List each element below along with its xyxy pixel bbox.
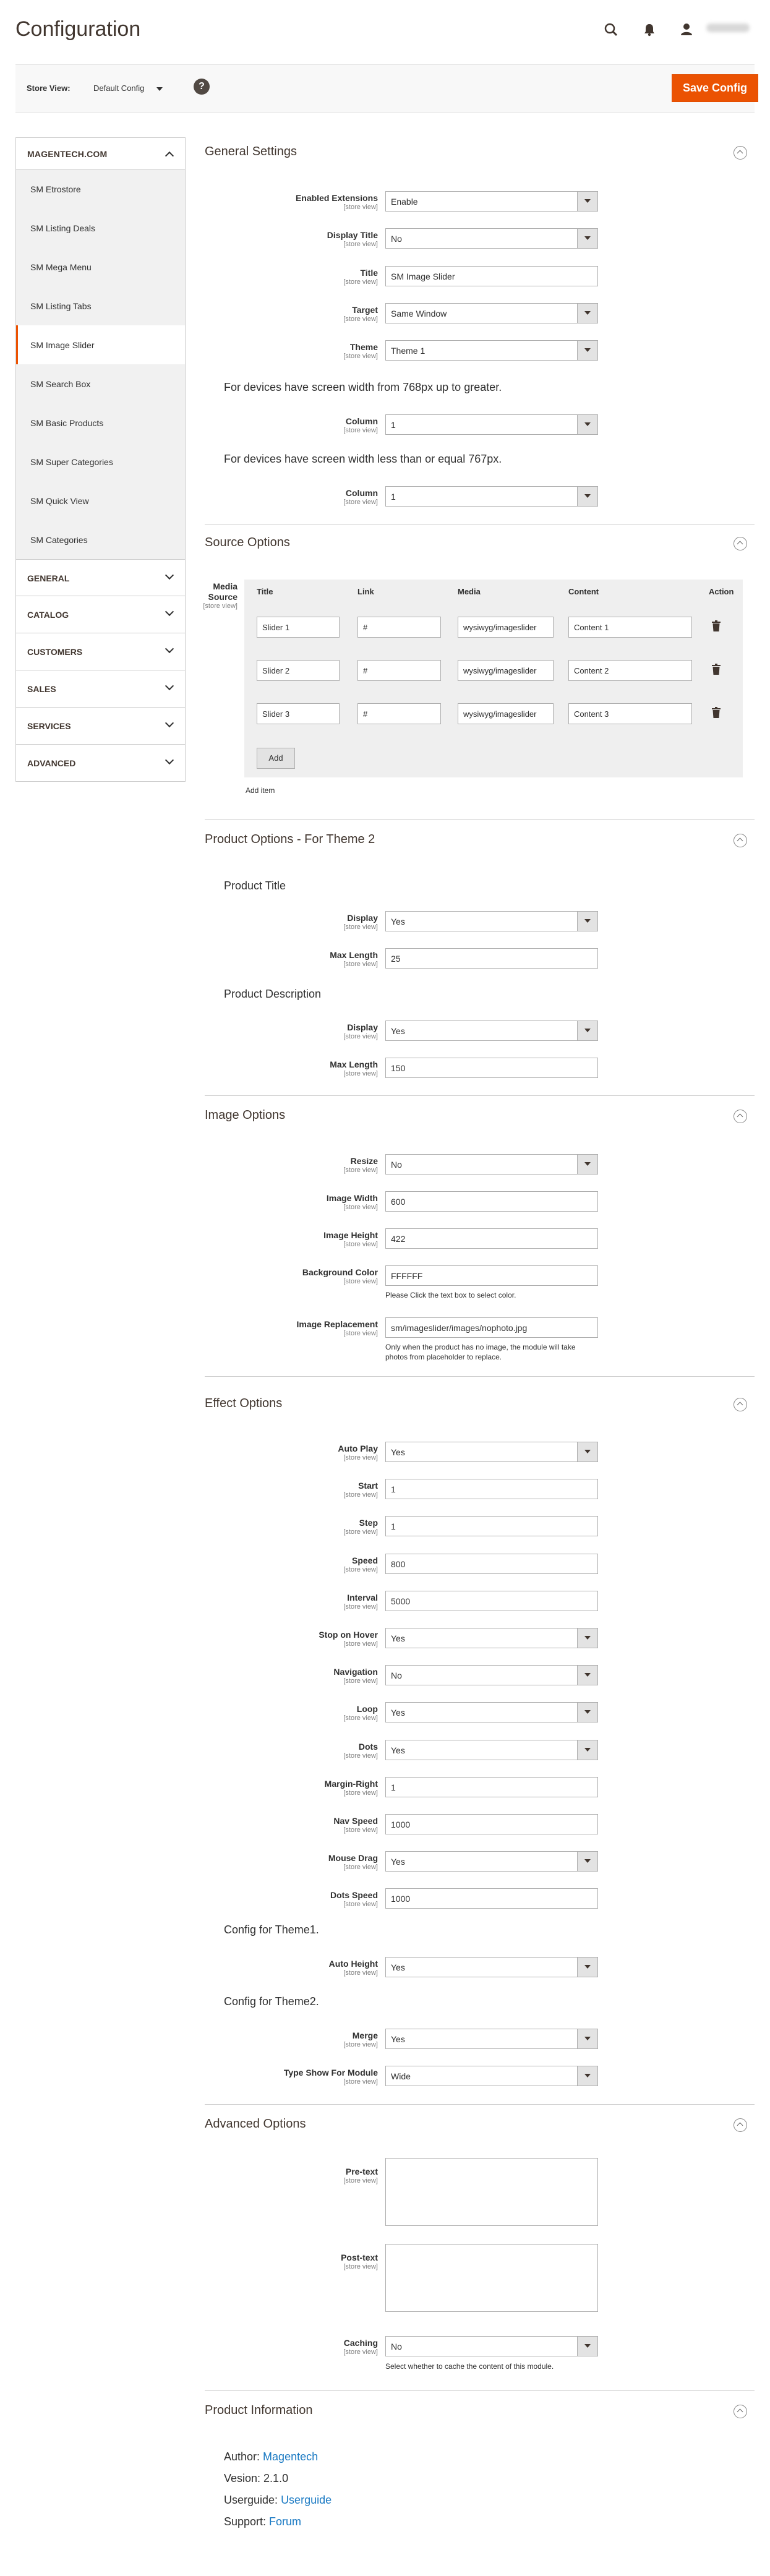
collapse-toggle-icon[interactable] bbox=[734, 1398, 747, 1411]
section-title: Effect Options bbox=[205, 1397, 283, 1410]
sidebar-items bbox=[15, 169, 186, 559]
sidebar-item-label: SM Mega Menu bbox=[30, 262, 92, 272]
sidebar-section-catalog[interactable] bbox=[15, 596, 186, 633]
slide-link-input[interactable]: # bbox=[357, 617, 441, 638]
sidebar-section-label: ADVANCED bbox=[27, 758, 76, 768]
slide-link-input[interactable]: # bbox=[357, 660, 441, 681]
navigation-select[interactable]: No bbox=[385, 1665, 598, 1685]
media-source-table bbox=[244, 580, 743, 777]
interval-input[interactable]: 5000 bbox=[385, 1591, 598, 1611]
theme-select[interactable]: Theme 1 bbox=[385, 340, 598, 361]
field-label-title: Title [store view] bbox=[343, 268, 378, 286]
field-label-pt-max: Max Length [store view] bbox=[330, 950, 378, 968]
slide-content-input[interactable]: Content 2 bbox=[568, 660, 692, 681]
caret-down-icon[interactable] bbox=[156, 87, 163, 91]
sidebar-item-label: SM Categories bbox=[30, 535, 88, 545]
slide-title-input[interactable]: Slider 1 bbox=[257, 617, 340, 638]
step-input[interactable]: 1 bbox=[385, 1516, 598, 1536]
sidebar-section-sales[interactable] bbox=[15, 670, 186, 708]
sidebar-section-services[interactable] bbox=[15, 708, 186, 745]
field-label-start: Start [store view] bbox=[343, 1481, 378, 1499]
table-row bbox=[244, 609, 743, 645]
collapse-toggle-icon[interactable] bbox=[734, 834, 747, 847]
userguide-line: Userguide: Userguide bbox=[224, 2494, 332, 2506]
sidebar-item-label: SM Etrostore bbox=[30, 184, 81, 194]
target-select[interactable]: Same Window bbox=[385, 303, 598, 323]
product-desc-maxlength-input[interactable]: 150 bbox=[385, 1058, 598, 1078]
dots-select[interactable]: Yes bbox=[385, 1740, 598, 1760]
image-replacement-input[interactable]: sm/imageslider/images/nophoto.jpg bbox=[385, 1317, 598, 1338]
sidebar-section-advanced[interactable] bbox=[15, 745, 186, 782]
chevron-down-icon bbox=[165, 682, 174, 690]
field-label-image-height: Image Height [store view] bbox=[323, 1230, 378, 1248]
auto-height-select[interactable]: Yes bbox=[385, 1957, 598, 1977]
search-icon[interactable] bbox=[602, 21, 620, 38]
field-label-caching: Caching [store view] bbox=[343, 2338, 378, 2356]
support-forum-link[interactable]: Forum bbox=[269, 2515, 302, 2528]
slide-media-input[interactable]: wysiwyg/imageslider bbox=[458, 703, 554, 724]
sidebar-section-customers[interactable] bbox=[15, 633, 186, 670]
column-header-content: Content bbox=[568, 587, 599, 596]
slide-content-input[interactable]: Content 3 bbox=[568, 703, 692, 724]
display-title-select[interactable]: No bbox=[385, 228, 598, 249]
sidebar-section-label: GENERAL bbox=[27, 573, 70, 583]
column-header-action: Action bbox=[709, 587, 734, 596]
config-theme2-heading: Config for Theme2. bbox=[224, 1995, 319, 2008]
sidebar-item-sm-image-slider[interactable] bbox=[16, 325, 185, 364]
type-show-select[interactable]: Wide bbox=[385, 2066, 598, 2086]
chevron-down-icon bbox=[165, 571, 174, 580]
start-input[interactable]: 1 bbox=[385, 1479, 598, 1499]
add-item-hint: Add item bbox=[246, 786, 275, 795]
dots-speed-input[interactable]: 1000 bbox=[385, 1888, 598, 1909]
notifications-bell-icon[interactable] bbox=[641, 21, 658, 38]
field-label-step: Step [store view] bbox=[343, 1518, 378, 1536]
section-title: Image Options bbox=[205, 1108, 286, 1122]
section-title: Product Information bbox=[205, 2403, 313, 2417]
section-title: Product Options - For Theme 2 bbox=[205, 832, 375, 846]
field-label-merge: Merge [store view] bbox=[343, 2030, 378, 2048]
column-header-link: Link bbox=[357, 587, 374, 596]
sidebar-item-label: SM Basic Products bbox=[30, 418, 104, 428]
auto-play-select[interactable]: Yes bbox=[385, 1442, 598, 1462]
section-divider bbox=[205, 819, 755, 820]
sidebar-item-sm-etrostore[interactable] bbox=[16, 169, 185, 208]
page-header bbox=[0, 0, 770, 62]
field-label-post-text: Post-text [store view] bbox=[341, 2253, 378, 2270]
field-label-target: Target [store view] bbox=[343, 305, 378, 323]
collapse-toggle-icon[interactable] bbox=[734, 2405, 747, 2418]
slide-media-input[interactable]: wysiwyg/imageslider bbox=[458, 660, 554, 681]
title-input[interactable]: SM Image Slider bbox=[385, 266, 598, 286]
sidebar-item-sm-mega-menu[interactable] bbox=[16, 247, 185, 286]
sidebar-item-label: SM Image Slider bbox=[30, 340, 95, 350]
sidebar-item-sm-basic-products[interactable] bbox=[16, 403, 185, 442]
chevron-down-icon bbox=[165, 644, 174, 653]
sidebar-item-sm-listing-tabs[interactable] bbox=[16, 286, 185, 325]
field-label-media-source: Media Source [store view] bbox=[203, 581, 237, 610]
sidebar-item-sm-super-categories[interactable] bbox=[16, 442, 185, 481]
image-width-input[interactable]: 600 bbox=[385, 1191, 598, 1212]
image-replacement-note: Only when the product has no image, the module will take photos from placeholder to replace. bbox=[385, 1343, 576, 1361]
help-icon[interactable]: ? bbox=[194, 79, 210, 95]
column-mobile-select[interactable]: 1 bbox=[385, 486, 598, 507]
field-label-resize: Resize [store view] bbox=[343, 1156, 378, 1174]
image-height-input[interactable]: 422 bbox=[385, 1228, 598, 1249]
sidebar-item-label: SM Listing Deals bbox=[30, 223, 96, 233]
section-divider bbox=[205, 1095, 755, 1096]
field-label-interval: Interval [store view] bbox=[343, 1593, 378, 1611]
chevron-down-icon bbox=[165, 756, 174, 764]
sidebar-item-sm-search-box[interactable] bbox=[16, 364, 185, 403]
caching-select[interactable]: No bbox=[385, 2336, 598, 2356]
author-line: Author: Magentech bbox=[224, 2450, 319, 2463]
resize-select[interactable]: No bbox=[385, 1154, 598, 1175]
section-divider bbox=[205, 1376, 755, 1377]
field-label-speed: Speed [store view] bbox=[343, 1555, 378, 1573]
field-label-pt-display: Display [store view] bbox=[343, 913, 378, 931]
delete-row-icon[interactable] bbox=[712, 620, 721, 631]
field-label-stop-on-hover: Stop on Hover [store view] bbox=[319, 1630, 378, 1648]
save-config-button[interactable]: Save Config bbox=[672, 74, 758, 102]
user-name-blurred[interactable] bbox=[706, 24, 750, 32]
collapse-toggle-icon[interactable] bbox=[734, 537, 747, 550]
column-header-media: Media bbox=[458, 587, 481, 596]
speed-input[interactable]: 800 bbox=[385, 1554, 598, 1574]
sidebar-section-label: SALES bbox=[27, 684, 56, 694]
slide-link-input[interactable]: # bbox=[357, 703, 441, 724]
field-label-auto-height: Auto Height [store view] bbox=[328, 1959, 378, 1977]
field-label-theme: Theme [store view] bbox=[343, 342, 378, 360]
slide-media-input[interactable]: wysiwyg/imageslider bbox=[458, 617, 554, 638]
field-label-image-replacement: Image Replacement [store view] bbox=[296, 1319, 378, 1337]
page-title: Configuration bbox=[15, 17, 141, 41]
collapse-toggle-icon[interactable] bbox=[734, 2118, 747, 2132]
product-title-heading: Product Title bbox=[224, 879, 286, 892]
sidebar-section-label: CATALOG bbox=[27, 610, 69, 620]
sidebar-item-sm-categories[interactable] bbox=[16, 520, 185, 559]
field-label-pd-display: Display [store view] bbox=[343, 1022, 378, 1040]
section-title: Source Options bbox=[205, 536, 290, 549]
stop-on-hover-select[interactable]: Yes bbox=[385, 1628, 598, 1648]
sidebar-item-label: SM Super Categories bbox=[30, 457, 113, 467]
chevron-down-icon bbox=[165, 719, 174, 727]
product-title-maxlength-input[interactable]: 25 bbox=[385, 948, 598, 969]
field-label-background-color: Background Color [store view] bbox=[302, 1267, 378, 1285]
section-divider bbox=[205, 2390, 755, 2391]
sidebar-section-label: SERVICES bbox=[27, 721, 71, 731]
sidebar-item-label: SM Search Box bbox=[30, 379, 91, 389]
field-label-pre-text: Pre-text [store view] bbox=[343, 2167, 378, 2184]
field-label-auto-play: Auto Play [store view] bbox=[338, 1444, 378, 1461]
section-title: Advanced Options bbox=[205, 2117, 306, 2131]
delete-row-icon[interactable] bbox=[712, 664, 721, 675]
pre-text-textarea[interactable] bbox=[385, 2158, 598, 2226]
sidebar-item-sm-quick-view[interactable] bbox=[16, 481, 185, 520]
version-line: Vesion: 2.1.0 bbox=[224, 2472, 289, 2484]
section-title: General Settings bbox=[205, 145, 297, 158]
field-label-dots-speed: Dots Speed [store view] bbox=[330, 1890, 378, 1908]
product-title-display-select[interactable]: Yes bbox=[385, 911, 598, 931]
caching-note: Select whether to cache the content of this module. bbox=[385, 2362, 554, 2371]
chevron-up-icon bbox=[165, 152, 174, 160]
field-label-type-show: Type Show For Module [store view] bbox=[283, 2068, 378, 2086]
table-row bbox=[244, 696, 743, 732]
sidebar-tab-magentech[interactable] bbox=[15, 137, 186, 169]
field-label-dots: Dots [store view] bbox=[343, 1742, 378, 1760]
merge-select[interactable]: Yes bbox=[385, 2029, 598, 2049]
delete-row-icon[interactable] bbox=[712, 707, 721, 718]
sidebar-section-general[interactable] bbox=[15, 559, 186, 596]
author-link[interactable]: Magentech bbox=[263, 2450, 319, 2463]
post-text-textarea[interactable] bbox=[385, 2244, 598, 2312]
chevron-down-icon bbox=[165, 607, 174, 616]
column-desktop-select[interactable]: 1 bbox=[385, 414, 598, 435]
field-label-mouse-drag: Mouse Drag [store view] bbox=[328, 1853, 378, 1871]
slide-content-input[interactable]: Content 1 bbox=[568, 617, 692, 638]
config-sidebar bbox=[15, 137, 186, 782]
table-row bbox=[244, 653, 743, 688]
section-divider bbox=[205, 2104, 755, 2105]
sidebar-tab-label: MAGENTECH.COM bbox=[27, 149, 108, 159]
loop-select[interactable]: Yes bbox=[385, 1702, 598, 1722]
field-label-display-title: Display Title [store view] bbox=[327, 230, 378, 248]
field-label-navigation: Navigation [store view] bbox=[333, 1667, 378, 1685]
userguide-link[interactable]: Userguide bbox=[281, 2494, 332, 2506]
field-label-margin-right: Margin-Right [store view] bbox=[324, 1779, 378, 1797]
collapse-toggle-icon[interactable] bbox=[734, 1110, 747, 1123]
field-label-loop: Loop [store view] bbox=[343, 1704, 378, 1722]
user-account-icon[interactable] bbox=[678, 21, 695, 38]
mouse-drag-select[interactable]: Yes bbox=[385, 1851, 598, 1872]
sidebar-item-label: SM Quick View bbox=[30, 496, 89, 506]
slide-title-input[interactable]: Slider 2 bbox=[257, 660, 340, 681]
slide-title-input[interactable]: Slider 3 bbox=[257, 703, 340, 724]
margin-right-input[interactable]: 1 bbox=[385, 1777, 598, 1797]
background-color-note: Please Click the text box to select color. bbox=[385, 1291, 516, 1299]
support-line: Support: Forum bbox=[224, 2515, 302, 2528]
enabled-extensions-select[interactable]: Enable bbox=[385, 191, 598, 212]
field-label-column-mobile: Column [store view] bbox=[343, 488, 378, 506]
column-header-title: Title bbox=[257, 587, 273, 596]
nav-speed-input[interactable]: 1000 bbox=[385, 1814, 598, 1834]
store-view-bar bbox=[15, 64, 755, 113]
sidebar-item-label: SM Listing Tabs bbox=[30, 301, 92, 311]
collapse-toggle-icon[interactable] bbox=[734, 146, 747, 160]
field-label-column-desktop: Column [store view] bbox=[343, 416, 378, 434]
add-row-button[interactable]: Add bbox=[257, 748, 295, 769]
sidebar-item-sm-listing-deals[interactable] bbox=[16, 208, 185, 247]
mobile-note: For devices have screen width less than or equal 767px. bbox=[224, 453, 502, 465]
field-label-pd-max: Max Length [store view] bbox=[330, 1059, 378, 1077]
field-label-nav-speed: Nav Speed [store view] bbox=[333, 1816, 378, 1834]
store-view-label: Store View: bbox=[27, 83, 71, 93]
desktop-note: For devices have screen width from 768px up to greater. bbox=[224, 381, 502, 393]
sidebar-section-label: CUSTOMERS bbox=[27, 647, 83, 657]
product-desc-display-select[interactable]: Yes bbox=[385, 1021, 598, 1041]
field-label-image-width: Image Width [store view] bbox=[326, 1193, 378, 1211]
config-theme1-heading: Config for Theme1. bbox=[224, 1923, 319, 1936]
store-view-switcher[interactable]: Default Config bbox=[93, 83, 145, 93]
product-description-heading: Product Description bbox=[224, 988, 322, 1000]
background-color-input[interactable]: FFFFFF bbox=[385, 1265, 598, 1286]
field-label-enabled: Enabled Extensions [store view] bbox=[295, 193, 378, 211]
